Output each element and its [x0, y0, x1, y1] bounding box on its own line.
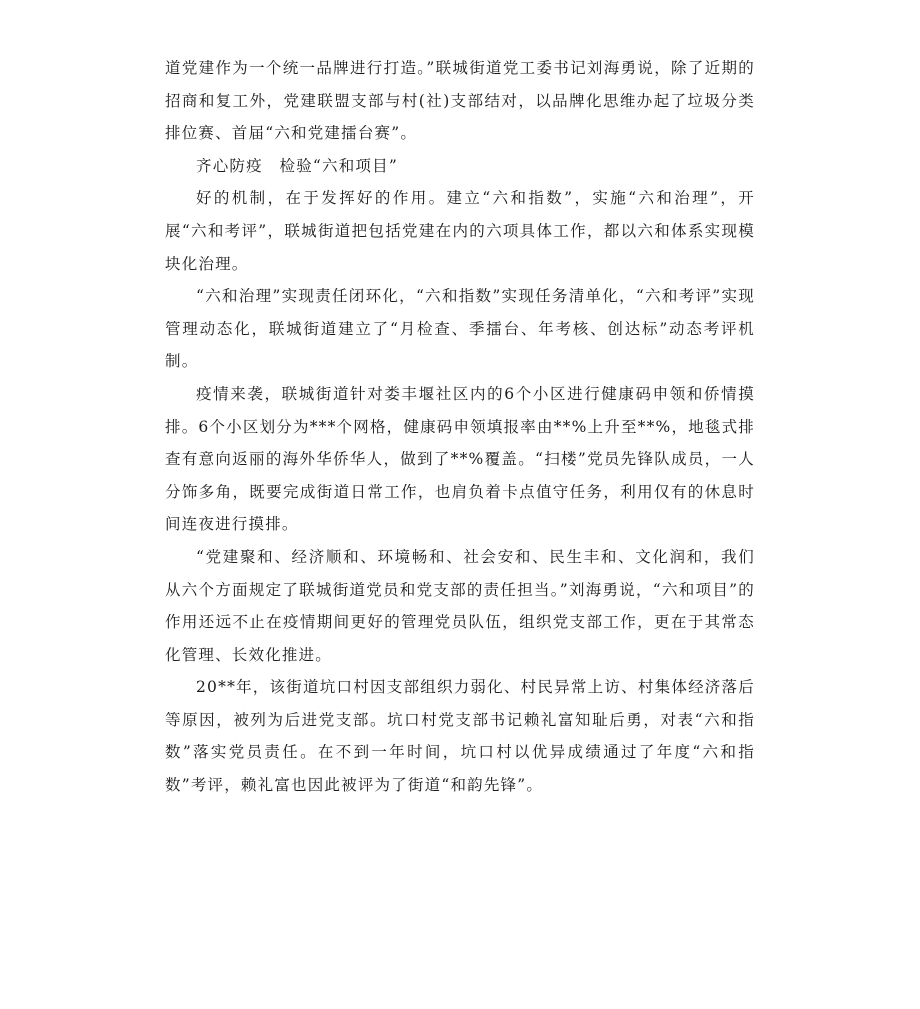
paragraph-epidemic: 疫情来袭，联城街道针对娄丰堰社区内的6个小区进行健康码申领和侨情摸排。6个小区划分为***个网格，健康码申领填报率由**%上升至**%，地毯式排查有意向返丽的海外华侨华人，做到了**%覆盖。“扫楼”党员先锋队成员，一人分饰多角，既要完成街道日常工作，也肩负着卡点值守任务，利用仅有的休息时间连夜进行摸排。	[165, 384, 755, 534]
paragraph-intro-continuation: 道党建作为一个统一品牌进行打造。”联城街道党工委书记刘海勇说，除了近期的招商和复工外，党建联盟支部与村(社)支部结对，以品牌化思维办起了垃圾分类排位赛、首届“六和党建擂台赛”。	[165, 59, 755, 143]
document-body	[165, 52, 755, 802]
paragraph-mechanism: 好的机制，在于发挥好的作用。建立“六和指数”，实施“六和治理”，开展“六和考评”，联城街道把包括党建在内的六项具体工作，都以六和体系实现模块化治理。	[165, 189, 755, 273]
section-heading: 齐心防疫 检验“六和项目”	[196, 156, 398, 175]
paragraph-kengkou-village: 20**年，该街道坑口村因支部组织力弱化、村民异常上访、村集体经济落后等原因，被列为后进党支部。坑口村党支部书记赖礼富知耻后勇，对表“六和指数”落实党员责任。在不到一年时间，坑口村以优异成绩通过了年度“六和指数”考评，赖礼富也因此被评为了街道“和韵先锋”。	[165, 678, 755, 795]
paragraph-governance: “六和治理”实现责任闭环化，“六和指数”实现任务清单化，“六和考评”实现管理动态化，联城街道建立了“月检查、季擂台、年考核、创达标”动态考评机制。	[165, 287, 755, 371]
paragraph-quote: “党建聚和、经济顺和、环境畅和、社会安和、民生丰和、文化润和，我们从六个方面规定了联城街道党员和党支部的责任担当。”刘海勇说，“六和项目”的作用还远不止在疫情期间更好的管理党员队伍，组织党支部工作，更在于其常态化管理、长效化推进。	[165, 547, 755, 664]
